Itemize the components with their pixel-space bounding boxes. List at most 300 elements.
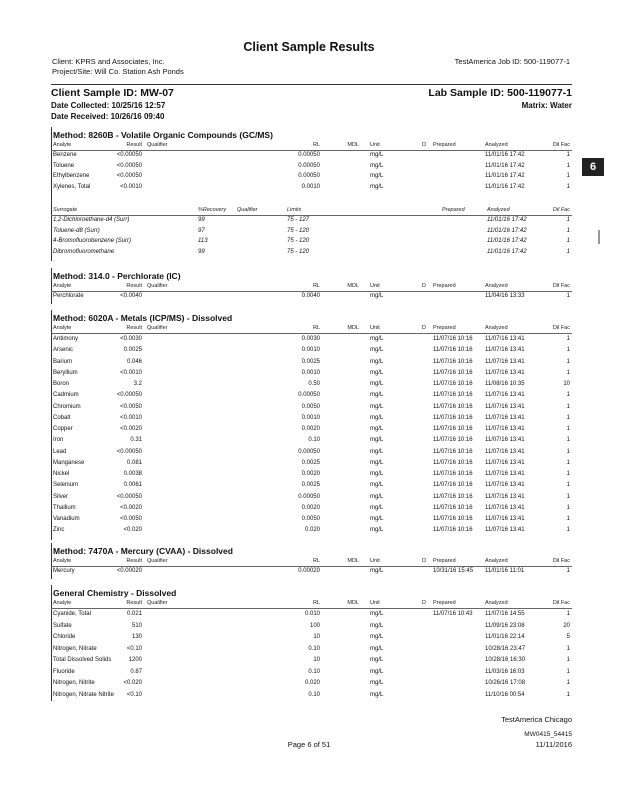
cell-prepared: 11/07/16 10:16: [433, 336, 473, 342]
cell-unit: mg/L: [370, 347, 384, 354]
footer-lab: TestAmerica Chicago: [501, 715, 572, 724]
general-column-header: Analyte Result Qualifier RL MDL Unit D Prepared Analyzed Dil Fac: [53, 600, 570, 606]
cell-rl: 0.10: [308, 437, 320, 444]
metals-section-border: [51, 310, 52, 540]
cell-surrogate-name: 1,2-Dichloroethane-d4 (Surr): [53, 217, 130, 223]
cell-result: <0.00050: [116, 173, 142, 179]
cell-result: <0.0010: [120, 414, 142, 421]
cell-analyzed: 11/07/16 13:41: [485, 392, 525, 399]
table-row: [53, 459, 572, 468]
cell-analyzed: 10/26/16 17:08: [485, 680, 526, 686]
cell-prepared: 11/07/16 10:16: [433, 459, 473, 466]
cell-result: <0.0020: [120, 426, 142, 432]
cell-dil-fac: 1: [566, 527, 570, 534]
cell-analyzed: 11/07/16 13:41: [485, 516, 525, 522]
voc-column-header: Analyte Result Qualifier RL MDL Unit D Prepared Analyzed Dil Fac: [53, 142, 570, 148]
cell-rl: 0.0010: [301, 369, 320, 376]
cell-dil-fac: 5: [566, 634, 570, 640]
cell-analyzed: 11/07/16 13:41: [485, 369, 525, 376]
cell-result: <0.0050: [120, 403, 142, 410]
table-row: [53, 504, 572, 513]
cell-dil-fac: 1: [566, 369, 570, 376]
cell-rl: 0.00020: [298, 568, 320, 574]
cell-analyzed: 11/10/16 00:54: [485, 691, 525, 698]
cell-unit: mg/L: [370, 152, 384, 158]
cell-prepared: 11/07/16 10:43: [433, 611, 473, 617]
surrogate-column-header: Surrogate %Recovery Qualifier Limits Prepared Analyzed Dil Fac: [53, 207, 570, 213]
table-row: [53, 391, 572, 400]
cell-dil-fac: 20: [563, 622, 570, 629]
cell-unit: mg/L: [370, 448, 384, 455]
cell-analyte: Iron: [53, 437, 64, 444]
cell-result: <0.0020: [120, 504, 142, 511]
cell-prepared: 11/07/16 10:16: [433, 493, 473, 500]
mercury-column-header: Analyte Result Qualifier RL MDL Unit D Prepared Analyzed Dil Fac: [53, 558, 570, 564]
cell-analyte: Zinc: [53, 527, 65, 534]
cell-analyte: Xylenes, Total: [53, 183, 91, 190]
cell-analyzed: 11/07/16 13:41: [485, 504, 525, 511]
table-row: [53, 436, 572, 445]
cell-analyte: Boron: [53, 381, 70, 387]
cell-unit: mg/L: [370, 657, 384, 663]
cell-unit: mg/L: [370, 459, 384, 466]
cell-unit: mg/L: [370, 173, 384, 179]
cell-result: 0.31: [130, 437, 142, 444]
cell-surrogate-name: 4-Bromofluorobenzene (Surr): [53, 238, 132, 244]
cell-prepared: 11/07/16 10:16: [433, 471, 473, 477]
cell-analyte: Mercury: [53, 568, 75, 574]
cell-analyzed: 11/07/16 13:41: [485, 482, 525, 489]
cell-unit: mg/L: [370, 471, 384, 477]
cell-dil-fac: 1: [566, 568, 570, 574]
cell-limits: 75 - 127: [287, 217, 310, 223]
cell-dil-fac: 1: [566, 482, 570, 489]
cell-analyzed: 11/03/16 16:03: [485, 668, 525, 675]
cell-prepared: 11/07/16 10:16: [433, 527, 473, 534]
cell-rl: 10: [313, 634, 320, 640]
table-row: [53, 358, 572, 367]
cell-dil-fac: 1: [566, 668, 570, 675]
cell-rl: 0.00050: [298, 493, 320, 500]
cell-dil-fac: 1: [566, 459, 570, 466]
table-row: [53, 380, 572, 389]
cell-unit: mg/L: [370, 493, 384, 500]
cell-result: <0.00050: [116, 152, 142, 158]
edge-mark: [598, 230, 600, 244]
table-row: [53, 369, 572, 378]
cell-analyzed: 11/07/16 13:41: [485, 459, 525, 466]
cell-analyte: Vanadium: [53, 516, 80, 522]
cell-rl: 0.020: [304, 527, 320, 534]
cell-analyzed: 11/07/16 13:41: [485, 527, 525, 534]
cell-rl: 0.020: [304, 680, 320, 686]
cell-result: 510: [131, 622, 142, 629]
cell-analyte: Nitrogen, Nitrate: [53, 645, 97, 652]
cell-prepared: 11/07/16 10:16: [433, 414, 473, 421]
cell-unit: mg/L: [370, 622, 384, 629]
cell-prepared: 11/07/16 10:16: [433, 369, 473, 376]
cell-analyzed: 11/07/16 13:41: [485, 347, 525, 354]
cell-analyzed: 11/07/16 13:41: [485, 493, 525, 500]
cell-rl: 0.00050: [298, 162, 320, 169]
cell-result: <0.00050: [116, 493, 142, 500]
cell-prepared: 11/07/16 10:16: [433, 504, 473, 511]
cell-unit: mg/L: [370, 437, 384, 444]
footer-date: 11/11/2016: [535, 740, 572, 749]
cell-rl: 0.0025: [301, 482, 320, 489]
cell-unit: mg/L: [370, 568, 384, 574]
cell-result: 0.046: [126, 358, 142, 365]
cell-rl: 0.010: [304, 611, 320, 617]
cell-result: 0.0025: [123, 347, 142, 354]
cell-rl: 0.00050: [298, 152, 320, 158]
cell-analyzed: 11/07/16 14:55: [485, 611, 525, 617]
cell-analyzed: 11/01/16 17:42: [485, 152, 525, 158]
cell-unit: mg/L: [370, 293, 384, 299]
cell-unit: mg/L: [370, 611, 384, 617]
cell-analyzed: 11/07/16 13:41: [485, 426, 525, 432]
cell-prepared: 11/07/16 10:16: [433, 516, 473, 522]
perchlorate-section-border: [51, 268, 52, 304]
table-row: [53, 346, 572, 355]
cell-result: <0.0030: [120, 336, 142, 342]
cell-dil-fac: 1: [566, 336, 570, 342]
cell-analyzed: 11/07/16 13:41: [485, 403, 525, 410]
cell-rl: 0.0050: [301, 403, 320, 410]
project-line: Project/Site: Will Co. Station Ash Ponds: [52, 67, 184, 76]
cell-recovery: 113: [198, 238, 208, 244]
cell-unit: mg/L: [370, 668, 384, 675]
table-row: [53, 151, 572, 160]
surrogate-row: [53, 216, 572, 225]
cell-analyte: Thallium: [53, 504, 76, 511]
cell-dil-fac: 1: [566, 183, 570, 190]
cell-dil-fac: 1: [566, 437, 570, 444]
table-row: [53, 183, 572, 192]
cell-result: <0.0040: [120, 293, 142, 299]
cell-result: 1200: [128, 657, 142, 663]
cell-result: <0.0010: [120, 183, 142, 190]
table-row: [53, 414, 572, 423]
table-row: [53, 493, 572, 502]
cell-limits: 75 - 120: [287, 238, 310, 244]
cell-dil-fac: 1: [566, 657, 570, 663]
cell-analyte: Cadmium: [53, 392, 79, 399]
cell-dil-fac: 1: [566, 173, 570, 179]
cell-analyte: Arsenic: [53, 347, 74, 354]
cell-dil-fac: 1: [566, 448, 570, 455]
table-row: [53, 622, 572, 631]
cell-unit: mg/L: [370, 381, 384, 387]
cell-rl: 0.0025: [301, 358, 320, 365]
cell-analyzed: 11/04/16 13:33: [485, 293, 525, 299]
cell-analyzed: 11/01/16 22:14: [485, 634, 525, 640]
cell-result: 0.0038: [123, 471, 142, 477]
cell-analyte: Chloride: [53, 634, 76, 640]
cell-analyzed: 11/07/16 13:41: [485, 448, 525, 455]
cell-analyte: Total Dissolved Solids: [53, 657, 112, 663]
cell-analyzed: 11/07/16 13:41: [485, 471, 525, 477]
job-id: TestAmerica Job ID: 500-119077-1: [454, 57, 570, 66]
table-row: [53, 668, 572, 677]
cell-result: 0.87: [130, 668, 142, 675]
cell-rl: 100: [309, 622, 320, 629]
cell-result: <0.020: [123, 527, 142, 534]
mercury-title: Method: 7470A - Mercury (CVAA) - Dissolved: [53, 546, 233, 556]
cell-analyte: Antimony: [53, 336, 79, 342]
cell-unit: mg/L: [370, 162, 384, 169]
cell-dil-fac: 1: [566, 504, 570, 511]
cell-unit: mg/L: [370, 183, 384, 190]
table-row: [53, 645, 572, 654]
cell-prepared: 11/07/16 10:16: [433, 426, 473, 432]
cell-dil-fac: 1: [566, 293, 570, 299]
cell-rl: 0.0040: [301, 293, 320, 299]
general-title: General Chemistry - Dissolved: [53, 588, 177, 598]
cell-unit: mg/L: [370, 358, 384, 365]
cell-analyzed: 11/01/16 11:01: [485, 568, 525, 574]
cell-dil-fac: 1: [566, 680, 570, 686]
cell-analyzed: 11/07/16 13:41: [485, 336, 525, 342]
cell-rl: 0.10: [308, 645, 320, 652]
cell-unit: mg/L: [370, 516, 384, 522]
table-row: [53, 172, 572, 181]
cell-unit: mg/L: [370, 336, 384, 342]
cell-rl: 0.0030: [301, 336, 320, 342]
cell-analyte: Nitrogen, Nitrate Nitrite: [53, 691, 115, 698]
cell-rl: 0.00050: [298, 392, 320, 399]
cell-recovery: 99: [198, 248, 205, 255]
table-row: [53, 515, 572, 524]
cell-limits: 75 - 120: [287, 248, 310, 255]
cell-analyzed: 11/01/16 17:42: [487, 227, 527, 234]
table-row: [53, 481, 572, 490]
cell-prepared: 10/31/16 15:45: [433, 568, 474, 574]
cell-dil-fac: 1: [566, 347, 570, 354]
mercury-section-border: [51, 543, 52, 579]
matrix: Matrix: Water: [521, 101, 572, 110]
header-divider: [51, 84, 572, 85]
cell-analyte: Sulfate: [53, 622, 72, 629]
table-row: [53, 292, 572, 301]
cell-unit: mg/L: [370, 504, 384, 511]
cell-analyte: Copper: [53, 426, 73, 432]
table-row: [53, 403, 572, 412]
cell-rl: 10: [313, 657, 320, 663]
client-line: Client: KPRS and Associates, Inc.: [52, 57, 165, 66]
cell-rl: 0.0020: [301, 504, 320, 511]
cell-dil-fac: 1: [566, 238, 570, 244]
cell-analyzed: 11/08/16 10:35: [485, 381, 525, 387]
cell-analyte: Barium: [53, 358, 73, 365]
cell-rl: 0.10: [308, 668, 320, 675]
cell-result: <0.10: [126, 645, 142, 652]
cell-analyte: Nitrogen, Nitrite: [53, 680, 95, 686]
table-row: [53, 162, 572, 171]
cell-rl: 0.00050: [298, 173, 320, 179]
cell-rl: 0.0020: [301, 471, 320, 477]
cell-result: <0.10: [126, 691, 142, 698]
cell-analyte: Cyanide, Total: [53, 611, 91, 617]
cell-rl: 0.50: [308, 381, 320, 387]
metals-column-header: Analyte Result Qualifier RL MDL Unit D Prepared Analyzed Dil Fac: [53, 325, 570, 331]
cell-recovery: 99: [198, 217, 205, 223]
voc-section-border: [51, 127, 52, 261]
cell-recovery: 97: [198, 227, 205, 234]
cell-unit: mg/L: [370, 645, 384, 652]
cell-analyzed: 11/01/16 17:42: [487, 238, 527, 244]
cell-dil-fac: 1: [566, 471, 570, 477]
cell-analyte: Manganese: [53, 459, 85, 466]
table-row: [53, 610, 572, 619]
cell-analyzed: 11/01/16 17:42: [487, 217, 527, 223]
date-collected: Date Collected: 10/25/16 12:57: [51, 101, 166, 110]
cell-dil-fac: 1: [566, 248, 570, 255]
cell-dil-fac: 1: [566, 426, 570, 432]
cell-dil-fac: 1: [566, 493, 570, 500]
general-section-border: [51, 585, 52, 701]
section-tab: 6: [582, 158, 604, 176]
cell-result: 0.081: [126, 459, 142, 466]
cell-prepared: 11/07/16 10:16: [433, 437, 473, 444]
cell-result: <0.0010: [120, 369, 142, 376]
cell-rl: 0.0050: [301, 516, 320, 522]
table-row: [53, 567, 572, 576]
table-row: [53, 633, 572, 642]
cell-analyzed: 10/28/16 23:47: [485, 645, 526, 652]
cell-result: 130: [131, 634, 142, 640]
cell-analyzed: 11/01/16 17:42: [485, 162, 525, 169]
table-row: [53, 448, 572, 457]
surrogate-row: [53, 237, 572, 246]
cell-analyte: Ethylbenzene: [53, 173, 90, 179]
cell-dil-fac: 1: [566, 162, 570, 169]
cell-analyzed: 11/09/16 23:08: [485, 622, 525, 629]
cell-dil-fac: 1: [566, 152, 570, 158]
surrogate-row: [53, 248, 572, 257]
date-received: Date Received: 10/26/16 09:40: [51, 112, 165, 121]
cell-rl: 0.0020: [301, 426, 320, 432]
cell-rl: 0.0010: [301, 347, 320, 354]
cell-unit: mg/L: [370, 426, 384, 432]
cell-unit: mg/L: [370, 482, 384, 489]
cell-dil-fac: 1: [566, 227, 570, 234]
cell-analyzed: 11/01/16 17:42: [487, 248, 527, 255]
cell-dil-fac: 10: [563, 381, 570, 387]
table-row: [53, 526, 572, 535]
cell-limits: 75 - 120: [287, 227, 310, 234]
page-number: Page 6 of 51: [287, 740, 331, 749]
cell-result: <0.00050: [116, 162, 142, 169]
footer-code: MW0415_54415: [524, 731, 572, 738]
cell-analyte: Fluoride: [53, 668, 75, 675]
cell-analyzed: 11/07/16 13:41: [485, 358, 525, 365]
table-row: [53, 656, 572, 665]
cell-result: <0.020: [123, 680, 142, 686]
cell-analyte: Lead: [53, 448, 67, 455]
voc-title: Method: 8260B - Volatile Organic Compounds (GC/MS): [53, 130, 273, 140]
cell-dil-fac: 1: [566, 392, 570, 399]
cell-result: 3.2: [133, 381, 142, 387]
table-row: [53, 679, 572, 688]
cell-dil-fac: 1: [566, 691, 570, 698]
cell-analyzed: 11/07/16 13:41: [485, 414, 525, 421]
cell-unit: mg/L: [370, 369, 384, 376]
cell-analyte: Silver: [53, 493, 69, 500]
cell-prepared: 11/07/16 10:16: [433, 403, 473, 410]
perchlorate-title: Method: 314.0 - Perchlorate (IC): [53, 271, 181, 281]
general-header-rule: [51, 608, 572, 609]
cell-analyzed: 11/07/16 13:41: [485, 437, 525, 444]
client-sample-id: Client Sample ID: MW-07: [51, 87, 174, 99]
cell-analyte: Chromium: [53, 403, 81, 410]
cell-unit: mg/L: [370, 403, 384, 410]
table-row: [53, 691, 572, 700]
cell-rl: 0.0025: [301, 459, 320, 466]
cell-analyzed: 11/01/16 17:42: [485, 173, 525, 179]
perchlorate-column-header: Analyte Result Qualifier RL MDL Unit D Prepared Analyzed Dil Fac: [53, 283, 570, 289]
cell-prepared: 11/07/16 10:16: [433, 358, 473, 365]
lab-sample-id: Lab Sample ID: 500-119077-1: [428, 87, 572, 99]
cell-dil-fac: 1: [566, 217, 570, 223]
table-row: [53, 425, 572, 434]
metals-title: Method: 6020A - Metals (ICP/MS) - Dissolved: [53, 313, 233, 323]
cell-analyte: Beryllium: [53, 369, 78, 376]
cell-prepared: 11/07/16 10:16: [433, 347, 473, 354]
cell-prepared: 11/07/16 10:16: [433, 482, 473, 489]
cell-analyte: Perchlorate: [53, 293, 84, 299]
page-title: Client Sample Results: [243, 40, 375, 54]
cell-analyzed: 10/28/16 16:30: [485, 657, 526, 663]
metals-header-rule: [51, 333, 572, 334]
cell-dil-fac: 1: [566, 611, 570, 617]
cell-rl: 0.10: [308, 691, 320, 698]
cell-rl: 0.0010: [301, 183, 320, 190]
cell-analyte: Toluene: [53, 162, 75, 169]
cell-dil-fac: 1: [566, 516, 570, 522]
table-row: [53, 470, 572, 479]
table-row: [53, 335, 572, 344]
cell-result: <0.00050: [116, 448, 142, 455]
cell-surrogate-name: Dibromofluoromethane: [53, 248, 115, 255]
surrogate-row: [53, 227, 572, 236]
cell-unit: mg/L: [370, 634, 384, 640]
cell-dil-fac: 1: [566, 645, 570, 652]
cell-dil-fac: 1: [566, 403, 570, 410]
cell-analyte: Cobalt: [53, 414, 71, 421]
cell-result: <0.00020: [116, 568, 142, 574]
cell-unit: mg/L: [370, 680, 384, 686]
cell-analyte: Benzene: [53, 152, 77, 158]
cell-result: 0.021: [126, 611, 142, 617]
cell-analyte: Nickel: [53, 471, 70, 477]
cell-dil-fac: 1: [566, 414, 570, 421]
cell-dil-fac: 1: [566, 358, 570, 365]
cell-unit: mg/L: [370, 527, 384, 534]
cell-unit: mg/L: [370, 392, 384, 399]
cell-unit: mg/L: [370, 691, 384, 698]
cell-prepared: 11/07/16 10:16: [433, 448, 473, 455]
cell-unit: mg/L: [370, 414, 384, 421]
cell-analyzed: 11/01/16 17:42: [485, 183, 525, 190]
cell-analyte: Selenium: [53, 482, 79, 489]
cell-surrogate-name: Toluene-d8 (Surr): [53, 227, 100, 234]
cell-rl: 0.0010: [301, 414, 320, 421]
cell-rl: 0.00050: [298, 448, 320, 455]
cell-prepared: 11/07/16 10:16: [433, 392, 473, 399]
cell-prepared: 11/07/16 10:16: [433, 381, 473, 387]
cell-result: <0.0050: [120, 516, 142, 522]
